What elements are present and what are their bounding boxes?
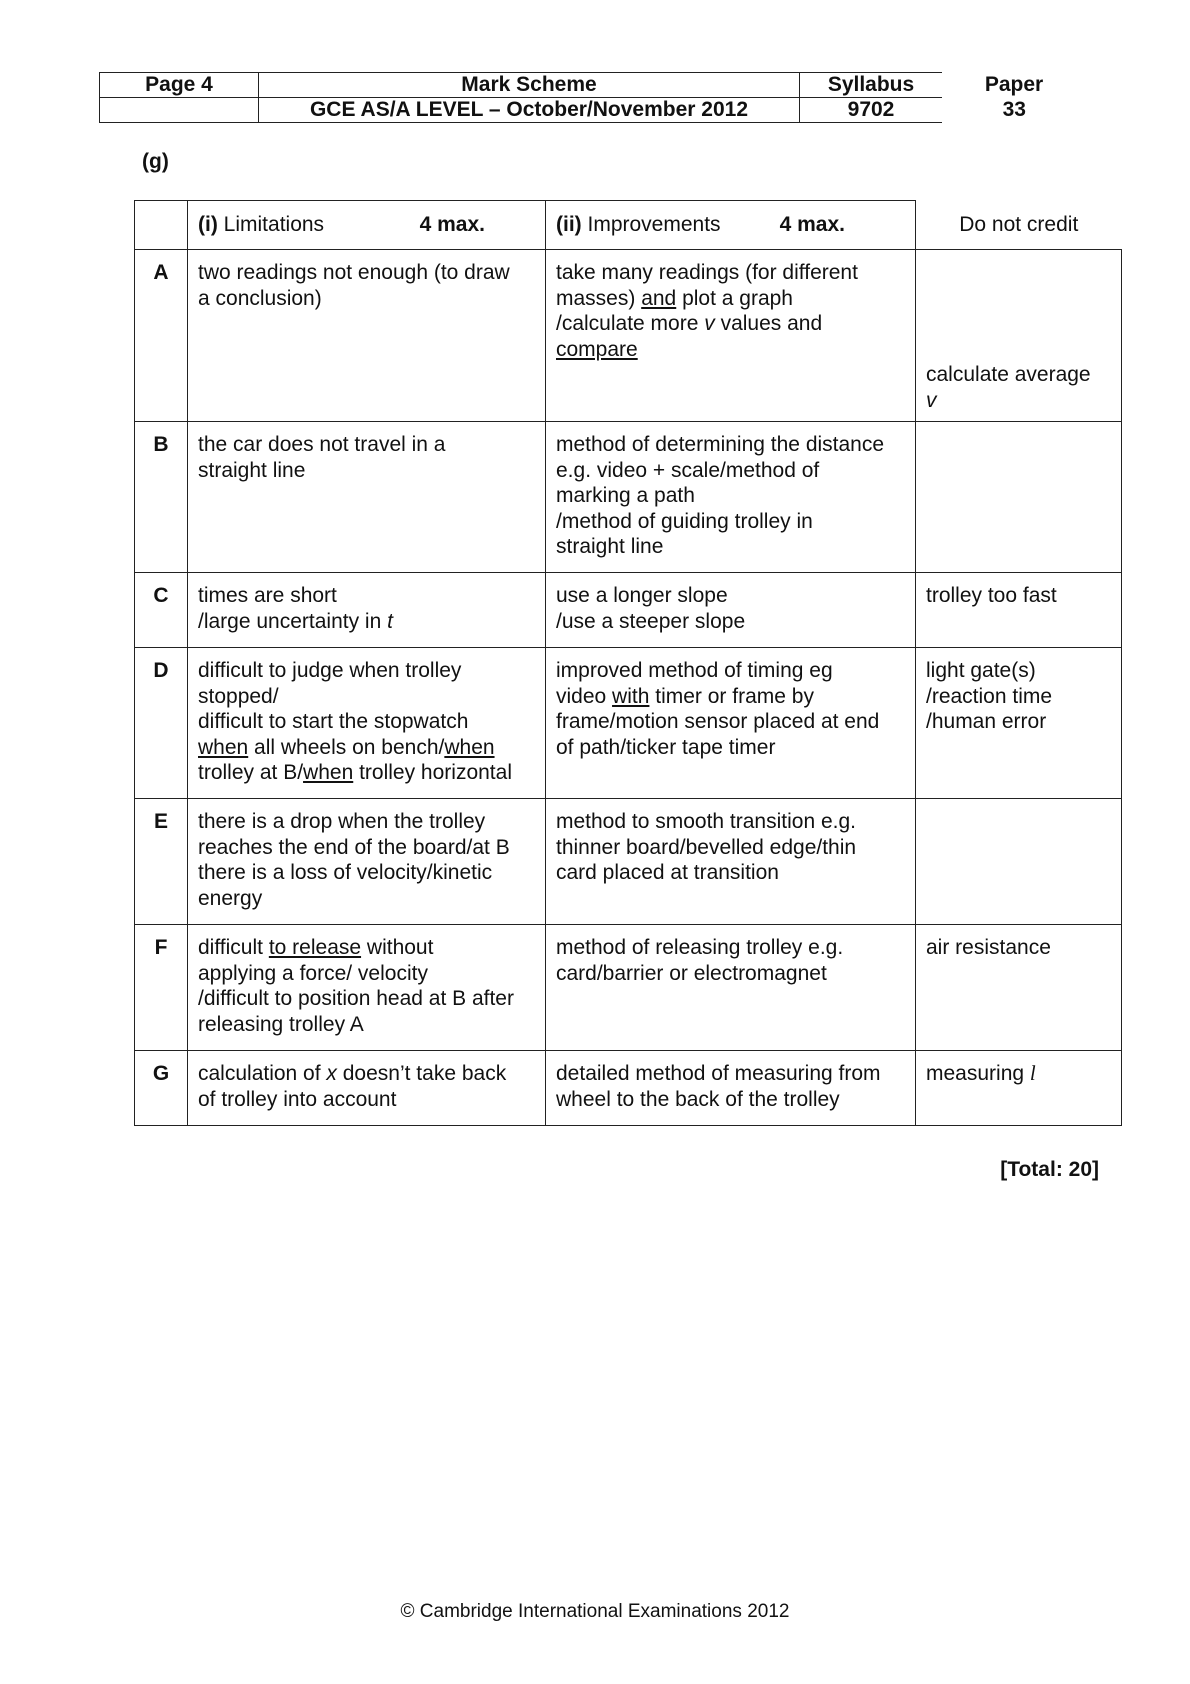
limitation-line — [198, 735, 535, 761]
do-not-credit-cell — [916, 573, 1122, 648]
header-key-cell — [135, 201, 188, 250]
limitation-line: a conclusion) — [198, 286, 322, 310]
dnc-line: air resistance — [926, 936, 1051, 959]
improvement-line: e.g. video + scale/method of — [556, 458, 820, 482]
underlined-text: with — [612, 684, 650, 708]
do-not-credit-cell — [916, 648, 1122, 799]
paper-label: Paper — [984, 73, 1044, 96]
limitation-line: times are short — [198, 584, 337, 607]
dnc-line: calculate average — [926, 363, 1091, 386]
underlined-text: when — [303, 761, 354, 784]
improvement-line: take many readings (for different — [556, 261, 858, 284]
improvement-line: card placed at transition — [556, 861, 779, 884]
text-run: all wheels on bench/ — [248, 735, 445, 759]
table-row — [135, 799, 1122, 925]
italic-variable: v — [704, 312, 715, 335]
improvement-line: of path/ticker tape timer — [556, 735, 776, 759]
limitation-line: the car does not travel in a — [198, 433, 446, 456]
improvement-cell — [546, 573, 916, 648]
limitation-line: difficult to judge when trolley — [198, 659, 462, 682]
text-run: masses) — [556, 286, 642, 310]
improvements-prefix: (ii) — [556, 213, 582, 237]
header-improvements — [546, 201, 916, 250]
underlined-text: and — [641, 286, 677, 310]
do-not-credit-cell — [916, 1051, 1122, 1126]
improvement-cell — [546, 925, 916, 1051]
underlined-text: compare — [556, 337, 638, 361]
limitation-line: releasing trolley A — [198, 1012, 364, 1036]
mark-table — [134, 200, 1122, 1126]
improvement-line: marking a path — [556, 484, 695, 507]
table-row — [135, 250, 1122, 422]
text-run: plot a graph — [676, 286, 793, 310]
underlined-text: to release — [268, 936, 362, 959]
do-not-credit-cell — [916, 250, 1122, 422]
limitations-prefix: (i) — [198, 213, 218, 237]
dnc-line: /reaction time — [926, 684, 1053, 708]
dnc-line: trolley too fast — [926, 584, 1057, 607]
table-row — [135, 573, 1122, 648]
header-limitations — [188, 201, 546, 250]
italic-variable: x — [326, 1062, 337, 1085]
text-run: difficult — [198, 936, 269, 959]
text-run: values and — [714, 312, 823, 335]
italic-variable: t — [387, 609, 393, 633]
underlined-text: when — [444, 735, 495, 759]
improvement-line: /method of guiding trolley in — [556, 509, 813, 533]
row-key: D — [135, 648, 188, 799]
limitation-cell — [188, 799, 546, 925]
text-run: trolley horizontal — [353, 761, 512, 784]
row-key: C — [135, 573, 188, 648]
limitation-line — [198, 1061, 535, 1087]
improvement-line: method to smooth transition e.g. — [556, 810, 856, 833]
table-row — [135, 1051, 1122, 1126]
limitation-line — [198, 760, 535, 786]
text-run: /large uncertainty in — [198, 609, 388, 633]
limitation-line: straight line — [198, 458, 306, 482]
improvement-line: wheel to the back of the trolley — [556, 1087, 840, 1111]
limitation-line: /difficult to position head at B after — [198, 987, 514, 1010]
improvement-line: straight line — [556, 535, 664, 558]
limitation-line: there is a loss of velocity/kinetic — [198, 861, 493, 884]
text-run: without — [361, 936, 434, 959]
improvement-cell — [546, 250, 916, 422]
improvement-line: improved method of timing eg — [556, 659, 833, 682]
improvement-line: card/barrier or electromagnet — [556, 961, 827, 985]
section-label: (g) — [142, 150, 169, 173]
text-run: doesn’t take back — [336, 1062, 507, 1085]
italic-variable: v — [926, 388, 937, 412]
underlined-text: when — [198, 735, 249, 759]
improvement-cell — [546, 648, 916, 799]
table-header-row — [135, 201, 1122, 250]
dnc-line — [926, 1061, 1111, 1087]
limitation-line: of trolley into account — [198, 1087, 397, 1111]
table-row — [135, 648, 1122, 799]
do-not-credit-cell — [916, 925, 1122, 1051]
row-key: E — [135, 799, 188, 925]
text-run: video — [556, 684, 613, 708]
header-table — [99, 72, 1087, 123]
text-run: timer or frame by — [649, 684, 814, 708]
row-key: B — [135, 422, 188, 573]
page-label: Page 4 — [100, 73, 259, 98]
row-key: F — [135, 925, 188, 1051]
footer-copyright: © Cambridge International Examinations 2012 — [400, 1601, 790, 1622]
limitation-line: difficult to start the stopwatch — [198, 710, 469, 733]
text-run: /calculate more — [556, 312, 705, 335]
improvement-line — [556, 311, 905, 337]
improvement-line — [556, 684, 905, 710]
row-key: G — [135, 1051, 188, 1126]
limitation-line: applying a force/ velocity — [198, 961, 428, 985]
limitation-line: stopped/ — [198, 684, 279, 708]
improvement-line: frame/motion sensor placed at end — [556, 710, 880, 733]
improvements-title: Improvements — [587, 213, 721, 237]
limitation-cell — [188, 1051, 546, 1126]
limitation-line — [198, 609, 535, 635]
improvement-line — [556, 286, 905, 312]
text-run: calculation of — [198, 1062, 327, 1085]
do-not-credit-cell — [916, 799, 1122, 925]
improvement-line: method of releasing trolley e.g. — [556, 936, 844, 959]
improvement-line: /use a steeper slope — [556, 609, 746, 633]
limitation-cell — [188, 422, 546, 573]
limitation-line: there is a drop when the trolley — [198, 810, 486, 833]
limitations-max: 4 max. — [419, 213, 485, 237]
header-do-not-credit: Do not credit — [916, 201, 1122, 250]
do-not-credit-cell — [916, 422, 1122, 573]
limitation-line: two readings not enough (to draw — [198, 261, 510, 284]
limitation-cell — [188, 573, 546, 648]
mark-scheme-label: Mark Scheme — [259, 73, 800, 98]
limitation-line: reaches the end of the board/at B — [198, 835, 510, 859]
row-key: A — [135, 250, 188, 422]
dnc-line: /human error — [926, 710, 1047, 733]
limitation-cell — [188, 648, 546, 799]
syllabus-label: Syllabus — [800, 73, 943, 98]
improvement-cell — [546, 799, 916, 925]
table-row — [135, 422, 1122, 573]
improvement-line: method of determining the distance — [556, 433, 885, 456]
improvement-line: use a longer slope — [556, 584, 728, 607]
limitation-line: energy — [198, 886, 263, 910]
syllabus-code: 9702 — [800, 98, 943, 123]
paper-code: 33 — [1002, 98, 1026, 121]
improvement-cell — [546, 422, 916, 573]
italic-variable: l — [1029, 1061, 1036, 1085]
total-marks: [Total: 20] — [1000, 1158, 1099, 1181]
limitation-cell — [188, 925, 546, 1051]
improvement-line: detailed method of measuring from — [556, 1062, 881, 1085]
limitation-cell — [188, 250, 546, 422]
text-run: trolley at B/ — [198, 761, 304, 784]
dnc-line: light gate(s) — [926, 659, 1036, 682]
improvement-line: thinner board/bevelled edge/thin — [556, 835, 857, 859]
page-blank-cell — [100, 98, 259, 123]
limitation-line — [198, 935, 535, 961]
table-row — [135, 925, 1122, 1051]
improvements-max: 4 max. — [779, 213, 845, 237]
limitations-title: Limitations — [223, 213, 325, 237]
exam-title: GCE AS/A LEVEL – October/November 2012 — [259, 98, 800, 123]
improvement-cell — [546, 1051, 916, 1126]
text-run: measuring — [926, 1062, 1030, 1085]
